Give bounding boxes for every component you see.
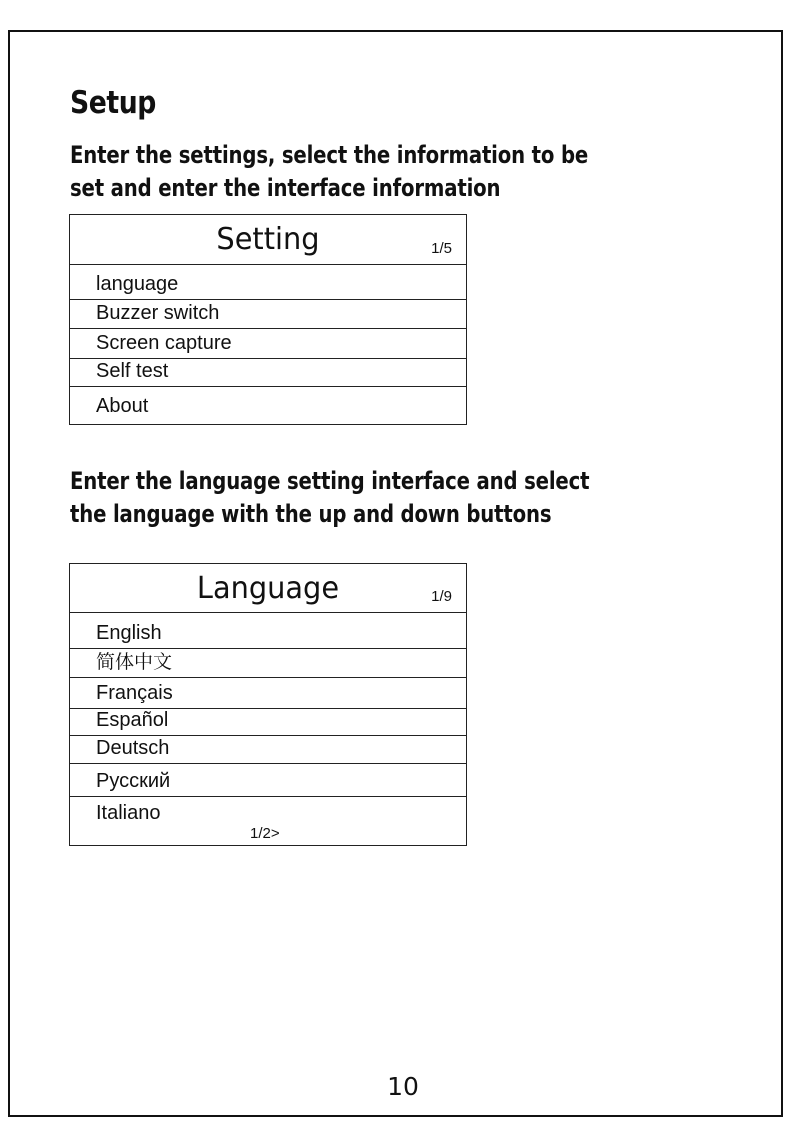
language-item-label: Français xyxy=(96,682,173,704)
language-item-german[interactable] xyxy=(70,736,466,764)
setting-item-language[interactable] xyxy=(70,265,466,300)
language-screen-header xyxy=(70,564,466,613)
language-item-label: 简体中文 xyxy=(96,651,173,673)
setting-item-label: Buzzer switch xyxy=(96,302,220,324)
language-item-label: Español xyxy=(96,709,169,731)
setting-item-label: Self test xyxy=(96,360,169,382)
instruction-line: the language with the up and down buttons xyxy=(70,500,552,528)
setting-item-buzzer-switch[interactable] xyxy=(70,300,466,329)
language-instructions xyxy=(70,465,693,531)
language-item-spanish[interactable] xyxy=(70,709,466,736)
setting-item-label: About xyxy=(96,395,149,417)
instruction-line: set and enter the interface information xyxy=(70,174,501,202)
settings-instructions xyxy=(70,139,693,205)
language-item-chinese[interactable] xyxy=(70,649,466,678)
setting-screen xyxy=(69,214,467,425)
language-list-pager: 1/2> xyxy=(250,825,280,842)
setting-item-screen-capture[interactable] xyxy=(70,329,466,359)
setting-item-self-test[interactable] xyxy=(70,359,466,387)
setting-screen-header xyxy=(70,215,466,265)
section-heading: Setup xyxy=(70,85,156,121)
setting-item-label: Screen capture xyxy=(96,332,232,354)
language-page-indicator: 1/9 xyxy=(431,588,452,605)
page-number: 10 xyxy=(387,1072,419,1101)
instruction-line: Enter the settings, select the information to be xyxy=(70,141,589,169)
setting-screen-title: Setting xyxy=(216,222,320,257)
language-item-russian[interactable] xyxy=(70,764,466,797)
setting-page-indicator: 1/5 xyxy=(431,240,452,257)
setting-item-about[interactable] xyxy=(70,387,466,424)
language-item-label: Italiano xyxy=(96,802,161,824)
language-item-english[interactable] xyxy=(70,613,466,649)
language-item-french[interactable] xyxy=(70,678,466,709)
language-item-label: Русский xyxy=(96,770,171,792)
language-item-label: English xyxy=(96,622,162,644)
setting-item-label: language xyxy=(96,273,179,295)
language-item-label: Deutsch xyxy=(96,737,170,759)
language-screen-title: Language xyxy=(196,571,340,606)
language-item-italian[interactable] xyxy=(70,797,466,845)
instruction-line: Enter the language setting interface and select xyxy=(70,467,590,495)
language-screen xyxy=(69,563,467,846)
